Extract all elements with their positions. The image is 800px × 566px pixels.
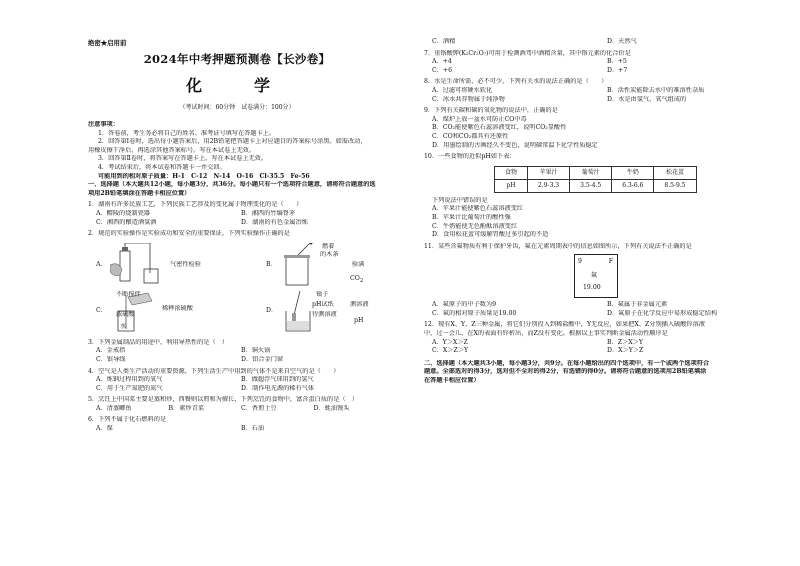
section2-heading-cont2: 在答题卡相应位置）: [424, 377, 480, 385]
q11-options-cd: [424, 310, 782, 319]
q11-option-a: A．氟原子的中子数为9: [432, 301, 497, 309]
section1-heading-cont: 项用2B铅笔填涂在答题卡相应位置）: [88, 189, 191, 197]
q3-stem: 3．下列金属制品的用途中，利用导热性的是（ ）: [88, 338, 229, 346]
q10-option-c: C．牛奶能使无色酚酞溶液变红: [432, 222, 518, 230]
q11-option-c: C．氟的相对原子质量是19.00: [432, 309, 517, 317]
q6-option-c: C．酒精: [432, 38, 456, 45]
table-row: [495, 166, 697, 179]
q2-images-ab: [96, 243, 386, 287]
subject-title: 化 学: [185, 76, 288, 95]
q4-option-d: D．制作电光源的稀有气体: [241, 384, 315, 392]
right-page: [400, 0, 800, 566]
q10-option-d: D．食用松花蛋可缓解胃酸过多引起的不适: [432, 231, 549, 239]
q1-option-d: D．湖南的有色金属冶炼: [241, 218, 308, 226]
q2-images-cd: [96, 291, 386, 335]
q5-options: [88, 405, 386, 414]
q12-options-ab: [424, 339, 782, 348]
q10-option-a: A．苹果汁能使紫色石蕊溶液变红: [432, 205, 524, 213]
secret-mark: 绝密★启用前: [88, 39, 127, 47]
notice-title: 注意事项：: [88, 121, 119, 128]
q4-options-cd: [88, 385, 386, 394]
element-symbol: F: [608, 258, 613, 266]
element-name: 氟: [591, 272, 598, 280]
q1-option-a: A．醴陵的烧制瓷器: [96, 209, 150, 217]
q8-option-c: C．冰水共存物属于纯净物: [432, 95, 505, 103]
section1-heading: 一、选择题（本大题共12小题，每小题3分，共36分。每小题只有一个选项符合题意，请将符合题意的选: [88, 181, 376, 189]
q4-option-c: C．用于生产氮肥的氮气: [96, 384, 163, 392]
q6-stem: 6．下列不属于化石燃料的是: [88, 416, 167, 424]
q1-stem: 1．湖南有许多民族工艺，下列民族工艺涉及的变化属于物理变化的是（ ）: [88, 201, 303, 209]
q6-option-a: A．煤: [96, 425, 113, 433]
q2-stem: 2．规范的实验操作是实验成功和安全的重要保证。下列实验操作正确的是: [88, 230, 290, 238]
q10-stem: 10．一些食物的近似pH如下表：: [424, 153, 516, 161]
table-header: 食物: [495, 166, 528, 179]
q3-option-b: B．铜火锅: [241, 347, 271, 355]
notice-1: 1．答卷前，考生务必将自己的姓名、准考证号填写在答题卡上。: [98, 129, 276, 137]
q3-options-cd: [88, 356, 386, 365]
q5-option-a: A．清蒸鲫鱼: [96, 404, 132, 412]
table-cell: pH: [495, 179, 528, 192]
q10-option-b: B．苹果汁比葡萄汁的酸性强: [432, 213, 511, 221]
notice-3: 3．回答第Ⅱ卷时，将答案写在答题卡上。写在本试卷上无效。: [98, 155, 268, 163]
q8-options-ab: [424, 87, 782, 96]
q9-option-b: B．CO₂能使紫色石蕊溶液变红，说明CO₂显酸性: [432, 124, 567, 132]
q1-options-cd: [88, 219, 386, 228]
section2-heading-cont: 题意。全部选对的得3分，选对但不全对的得2分，有选错的得0分。请将符合题意的选项用2B铅笔填涂: [424, 368, 707, 376]
q9-option-d: D．用墨绘制的古画经久不变色，说明碳常温下化学性质稳定: [432, 141, 598, 149]
notice-4: 4．考试结束后，将本试卷和答题卡一并交回。: [98, 163, 226, 171]
q1-option-c: C．湘西的酿造酒氢酒: [96, 218, 157, 226]
q1-option-b: B．湘西的竹编脊茅: [241, 209, 296, 217]
q7-stem: 7．重铬酸钾(K₂Cr₂O₇)可用于检测酒驾中酒精含量，其中铬元素的化合价是: [424, 49, 631, 57]
q6-options-cd: [424, 38, 782, 47]
notice-2-cont: 用橡皮擦干净后，再选涂其他答案标号。写在本试卷上无效。: [88, 146, 256, 154]
q11-option-b: B．氟属于非金属元素: [607, 301, 668, 309]
q11-option-d: D．氟原子在化学反应中易形成稳定结构: [607, 309, 718, 317]
q1-options-ab: [88, 210, 386, 219]
table-row: [495, 179, 697, 192]
atomic-number: 9: [578, 258, 582, 266]
q10-follow: 下列说法中错误的是: [432, 196, 488, 204]
q8-options-cd: [424, 96, 782, 105]
q11-stem: 11．某些含氟物质有利于保护牙齿，氟在元素周期表中的信息如图所示，下列有关说法不正确的是: [424, 242, 692, 250]
q12-options-cd: [424, 347, 782, 356]
atomic-mass: 19.00: [583, 284, 601, 292]
q6-option-b: B．石油: [241, 425, 265, 433]
co2-full-test-illustration: [280, 243, 320, 287]
q3-options-ab: [88, 347, 386, 356]
table-header: 葡萄汁: [570, 166, 612, 179]
q12-option-c: C．X＞Z＞Y: [432, 347, 469, 355]
q6-options-ab: [88, 425, 386, 434]
table-cell: 6.3-6.6: [612, 179, 654, 192]
q2-option-a: A． 气密性检验: [96, 243, 226, 287]
q12-option-d: D．X＞Y＞Z: [607, 347, 644, 355]
q3-option-d: D．铝合金门窗: [241, 355, 284, 363]
q7-option-d: D．+7: [607, 66, 628, 74]
q9-stem: 9．下列有关碳和碳的氧化物的说法中，正确的是: [424, 107, 558, 115]
table-header: 松花蛋: [654, 166, 696, 179]
q9-option-c: C．CO和CO₂都具有还原性: [432, 132, 509, 140]
airtight-test-illustration: [110, 243, 170, 287]
q2-option-c: C． 不断搅拌 浓硫酸 水 稀释浓硫酸: [96, 291, 226, 335]
table-cell: 3.5-4.5: [570, 179, 612, 192]
co2-label: CO: [350, 274, 360, 282]
table-header: 牛奶: [612, 166, 654, 179]
table-cell: 8.5-9.5: [654, 179, 696, 192]
q4-options-ab: [88, 376, 386, 385]
q12-stem: 12．现有X、Y、Z三种金属，将它们分别投入到稀盐酸中，Y无反应，如果把X、Z分别插入硫酸锌溶液: [424, 321, 705, 329]
table-cell: 2.9-3.3: [528, 179, 570, 192]
q8-stem: 8．水是生命所需，必不可少。下列有关水的说法正确的是（ ）: [424, 78, 608, 86]
q2-option-d: D． 镊子 pH试纸 待测溶液 测溶液 pH: [256, 291, 386, 335]
q9-option-a: A．煤炉上放一盆水可防止CO中毒: [432, 115, 527, 123]
q3-option-a: A．金戒指: [96, 347, 126, 355]
q5-option-b: B．素炒青菜: [168, 404, 204, 412]
fluorine-element-box: [574, 254, 618, 298]
q12-stem-cont: 中，过一会儿，在X的表面有锌析出，而Z没有变化。根据以上事实判断金属活动性顺序是: [424, 330, 668, 338]
q3-option-c: C．银导线: [96, 355, 126, 363]
q5-stem: 5．烹饪上中国菜主要是蒸和炒，西餐则以煎和为擅长，下列烹饪的食物中，富含蛋白质的是（ ）: [88, 396, 358, 404]
section2-heading: 二、选择题（本大题共3小题，每小题3分，共9分。在每小题给出的四个选项中，有一个或两个选项符合: [424, 359, 710, 367]
exam-title: 2024年中考押题预测卷【长沙卷】: [143, 52, 331, 66]
table-header: 苹果汁: [528, 166, 570, 179]
q7-option-a: A．+4: [432, 58, 452, 66]
q7-option-c: C．+6: [432, 66, 453, 74]
exam-meta: （考试时间：60分钟 试卷满分：100分）: [179, 104, 295, 111]
q12-option-b: B．Z＞X＞Y: [607, 338, 643, 346]
q5-option-c: C．香煎土豆: [241, 404, 277, 412]
q8-option-d: D．水是由氢气、氧气组成的: [607, 95, 687, 103]
notice-2: 2．回答第Ⅰ卷时，选出每小题答案后，用2B铅笔把答题卡上对应题目的答案标号涂黑。如需改动，: [98, 138, 367, 146]
q7-options-ab: [424, 58, 782, 67]
ph-table: [494, 166, 697, 193]
q7-options-cd: [424, 67, 782, 76]
q4-option-a: A．炼钢过程用到的氧气: [96, 376, 163, 384]
q6-option-d: D．天然气: [607, 38, 637, 45]
q11-options-ab: [424, 301, 782, 310]
q8-option-b: B．活性炭能除去水中的难溶性杂质: [607, 86, 705, 94]
q7-option-b: B．+5: [607, 58, 627, 66]
q12-option-a: A．Y＞X＞Z: [432, 338, 468, 346]
q2-option-b: B． 燃着 的木条 验满 $CO_2$: [256, 243, 386, 287]
q5-option-d: D．蚝油馒头: [313, 404, 350, 412]
q8-option-a: A．过滤可将硬水软化: [432, 86, 493, 94]
q4-stem: 4．空气是人类生产活动的重要资源，下列生活生产中用到的气体不是来自空气的是（ ）: [88, 367, 340, 375]
atomic-masses: 可能用到的相对原子质量：H-1 C-12 N-14 O-16 Cl-35.5 Fe-56: [98, 172, 310, 180]
q4-option-b: B．做超浮气球用到的氢气: [241, 376, 314, 384]
